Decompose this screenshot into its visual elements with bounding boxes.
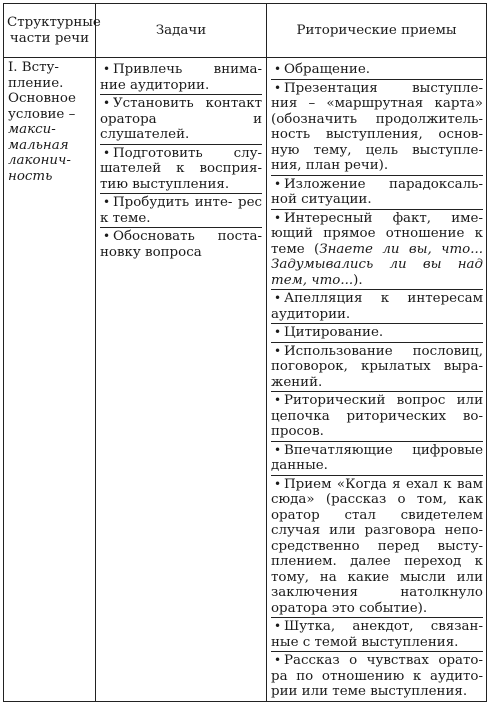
technique-item (271, 290, 483, 324)
stage-italic-line: макси- (8, 122, 56, 137)
bullet-icon: • (273, 176, 282, 191)
technique-item (271, 324, 483, 343)
bullet-icon: • (273, 653, 282, 667)
table-header-row (4, 4, 487, 58)
header-techniques: Риторические приемы (267, 4, 487, 58)
stage-italic-line: лаконич- (8, 153, 71, 168)
bullet-icon: • (102, 96, 111, 110)
techniques-cell (267, 58, 487, 702)
bullet-icon: • (102, 195, 111, 209)
rhetoric-table (3, 3, 487, 702)
technique-text: Апелляция к интересам аудитории. (271, 291, 483, 322)
tasks-cell (96, 58, 267, 702)
task-text: Привлечь внима- ние аудитории. (100, 62, 262, 93)
task-item (100, 228, 262, 261)
technique-item (271, 176, 483, 210)
task-item (100, 194, 262, 228)
technique-text: Изложение парадоксаль- ной ситуации. (271, 176, 483, 207)
task-text: Установить контакт оратора и слушателей. (100, 96, 262, 142)
technique-italic-text: Знаете ли вы, что... Задумывались ли вы над тем, что... (271, 241, 483, 288)
technique-item (271, 80, 483, 176)
technique-text: Обращение. (284, 62, 370, 77)
technique-item (271, 392, 483, 442)
technique-text: Интересный факт, име- ющий прямое отношение к теме ( (271, 210, 483, 257)
bullet-icon: • (273, 80, 282, 95)
task-item (100, 95, 262, 145)
task-item (100, 61, 262, 95)
bullet-icon: • (273, 343, 282, 358)
task-text: Обосновать поста- новку вопроса (100, 229, 262, 260)
technique-text: Рассказ о чувствах орато- ра по отношению к аудито- рии или теме выступления. (271, 653, 483, 699)
bullet-icon: • (102, 62, 111, 76)
technique-text: Цитирование. (284, 325, 384, 340)
technique-text: Презентация выступле- ния – «маршрутная карта» (обозначить продолжитель- ность выступления, основ- ную тему, цель выступле- ния, план речи). (271, 80, 483, 173)
bullet-icon: • (102, 229, 111, 243)
tasks-list (100, 61, 262, 261)
stage-italic-line: ность (8, 168, 53, 184)
stage-text (4, 58, 95, 184)
technique-item (271, 61, 483, 80)
stage-line: пление. (8, 75, 64, 91)
technique-item (271, 442, 483, 476)
technique-text: Прием «Когда я ехал к вам сюда» (рассказ о том, как оратор стал свидетелем случая или разговора непо- средственно перед высту- плением. далее переход к тому, на какие мысли или заключения натолкнуло оратора это событие). (271, 476, 483, 616)
stage-cell (4, 58, 96, 702)
technique-item (271, 343, 483, 393)
technique-after-text: ). (353, 272, 363, 288)
technique-text: Шутка, анекдот, связан- ные с темой выступления. (271, 619, 483, 650)
bullet-icon: • (273, 619, 282, 633)
header-structural-parts: Структурные части речи (4, 4, 96, 58)
stage-italic-line: мальная (8, 137, 69, 153)
techniques-list (271, 61, 483, 701)
task-text: Пробудить инте- рес к теме. (100, 195, 262, 226)
bullet-icon: • (273, 210, 282, 225)
bullet-icon: • (273, 476, 282, 491)
stage-line: Основное (8, 91, 76, 106)
task-text: Подготовить слу- шателей к восприя- тию выступления. (100, 145, 262, 192)
technique-item (271, 652, 483, 701)
bullet-icon: • (273, 62, 282, 76)
stage-line: I. Всту- (8, 60, 59, 75)
bullet-icon: • (273, 291, 282, 305)
bullet-icon: • (273, 393, 282, 407)
technique-item (271, 618, 483, 652)
technique-text: Использование пословиц, поговорок, крылатых выра- жений. (271, 343, 483, 390)
bullet-icon: • (273, 442, 282, 457)
bullet-icon: • (102, 145, 111, 160)
technique-text: Риторический вопрос или цепочка риторических во- просов. (271, 393, 483, 439)
technique-item (271, 210, 483, 291)
table-row (4, 58, 487, 702)
technique-item (271, 476, 483, 619)
bullet-icon: • (273, 325, 282, 339)
header-tasks: Задачи (96, 4, 267, 58)
technique-text: Впечатляющие цифровые данные. (271, 442, 483, 473)
stage-line: условие – (8, 106, 76, 122)
task-item (100, 145, 262, 195)
